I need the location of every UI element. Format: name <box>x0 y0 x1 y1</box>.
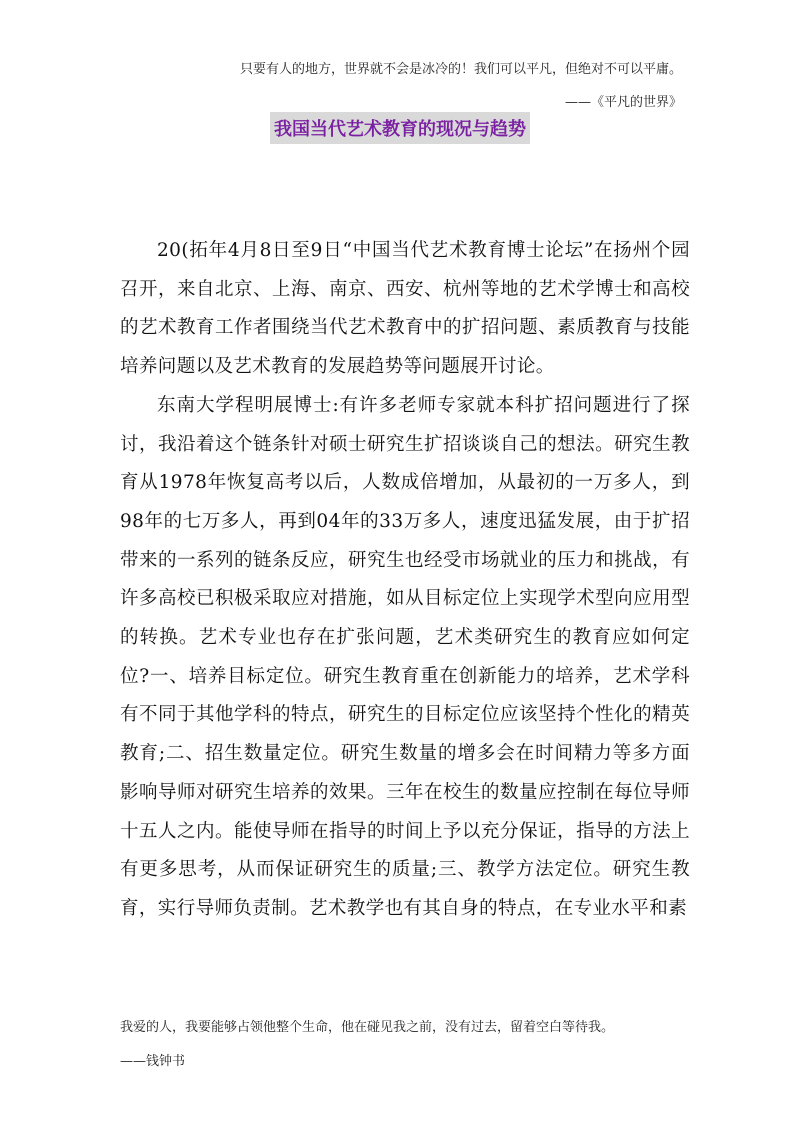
title-container <box>0 112 800 144</box>
footer-quote-source: ——钱钟书 <box>120 1054 186 1069</box>
header-quote: 只要有人的地方，世界就不会是冰冷的！我们可以平凡，但绝对不可以平庸。 <box>239 62 682 77</box>
header-quote-source: ——《平凡的世界》 <box>564 95 682 110</box>
footer-quote: 我爱的人，我要能够占领他整个生命，他在碰见我之前，没有过去，留着空白等待我。 <box>120 1020 615 1035</box>
paragraph-cheng: 东南大学程明展博士:有许多老师专家就本科扩招问题进行了探讨，我沿着这个链条针对硕士研究生扩招谈谈自己的想法。研究生教育从1978年恢复高考以后，人数成倍增加，从最初的一万多人，到98年的七万多人，再到04年的33万多人，速度迅猛发展，由于扩招带来的一系列的链条反应，研究生也经受市场就业的压力和挑战，有许多高校已积极采取应对措施，如从目标定位上实现学术型向应用型的转换。艺术专业也存在扩张问题，艺术类研究生的教育应如何定位?一、培养目标定位。研究生教育重在创新能力的培养，艺术学科有不同于其他学科的特点，研究生的目标定位应该坚持个性化的精英教育;二、招生数量定位。研究生数量的增多会在时间精力等多方面影响导师对研究生培养的效果。三年在校生的数量应控制在每位导师十五人之内。能使导师在指导的时间上予以充分保证，指导的方法上有更多思考，从而保证研究生的质量;三、教学方法定位。研究生教育，实行导师负责制。艺术教学也有其自身的特点，在专业水平和素 <box>120 394 690 919</box>
paragraph-intro: 20(拓年4月8日至9日“中国当代艺术教育博士论坛”在扬州个园召开，来自北京、上海、南京、西安、杭州等地的艺术学博士和高校的艺术教育工作者围绕当代艺术教育中的扩招问题、素质教育与技能培养问题以及艺术教育的发展趋势等问题展开讨论。 <box>120 240 690 378</box>
article-body <box>120 232 690 929</box>
document-title: 我国当代艺术教育的现况与趋势 <box>270 112 530 144</box>
